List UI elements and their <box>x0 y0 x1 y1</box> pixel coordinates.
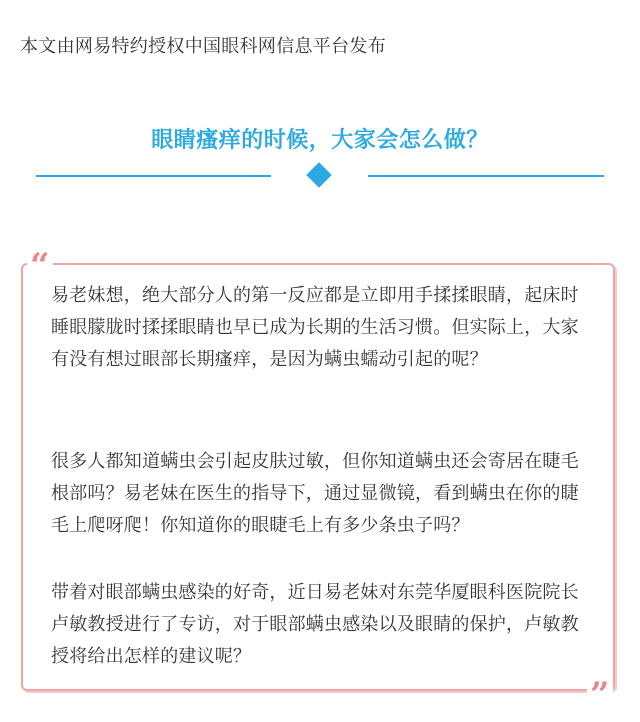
quote-paragraph-1: 易老妹想，绝大部分人的第一反应都是立即用手揉揉眼睛，起床时睡眼朦胧时揉揉眼睛也早已成为长期的生活习惯。但实际上，大家有没有想过眼部长期瘙痒，是因为螨虫蠕动引起的呢？ <box>51 285 579 370</box>
open-quote-icon: “ <box>27 249 53 283</box>
divider-line-right <box>368 175 604 177</box>
close-quote-icon: ” <box>587 678 613 712</box>
diamond-icon <box>306 162 331 187</box>
section-heading: 眼睛瘙痒的时候，大家会怎么做？ <box>151 128 489 153</box>
divider-line-left <box>36 175 271 177</box>
quote-paragraph-2: 很多人都知道螨虫会引起皮肤过敏，但你知道螨虫还会寄居在睫毛根部吗？易老妹在医生的指导下，通过显微镜，看到螨虫在你的睫毛上爬呀爬！你知道你的眼睫毛上有多少条虫子吗？ <box>51 451 579 536</box>
quote-paragraph-3: 带着对眼部螨虫感染的好奇，近日易老妹对东莞华厦眼科医院院长卢敏教授进行了专访，对于眼部螨虫感染以及眼睛的保护，卢敏教授将给出怎样的建议呢？ <box>51 582 579 667</box>
source-attribution: 本文由网易特约授权中国眼科网信息平台发布 <box>20 36 386 57</box>
